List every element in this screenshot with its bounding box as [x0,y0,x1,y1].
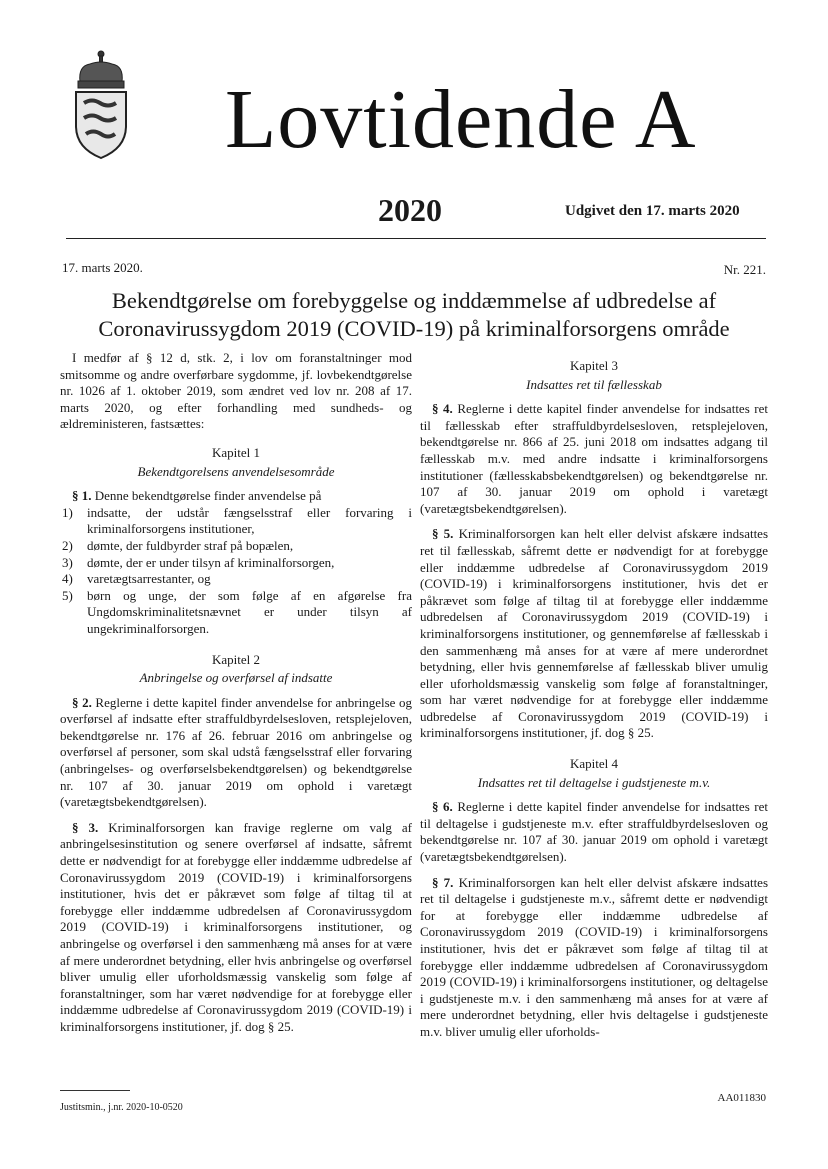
list-item: 5) børn og unge, der som følge af en afgørelse fra Ungdomskriminalitetsnævnet er under tilsyn af ungekriminalforsorgen. [62,587,412,636]
list-item: 1) indsatte, der udstår fængselsstraf eller forvaring i kriminalforsorgens institutioner, [62,504,412,537]
section-7: § 7. Kriminalforsorgen kan helt eller delvist afskære indsattes ret til deltagelse i gudstjeneste m.v., såfremt dette er nødvendigt for at forebygge eller inddæmme udbredelse af Coronavirussygdom 2019 (COVID-19) i kriminalforsorgens institutioner, hvis det er påkrævet som følge af tiltag til at forebygge eller inddæmme udbredelsen af Coronavirussygdom 2019 (COVID-19) i kriminalforsorgens institutioner, og deltagelse i gudstjeneste m.v. i den sammenhæng må anses for at være af mere underordnet betydning, eller hvis deltagelse i gudstjeneste m.v. bliver umulig eller uforholds- [420,874,769,1039]
preamble: I medfør af § 12 d, stk. 2, i lov om foranstaltninger mod smitsomme og andre overførbare sygdomme, jf. lovbekendtgørelse nr. 1026 af 1. oktober 2019, som ændret ved lov nr. 208 af 17. marts 2020, og efter forhandling med sundheds- og ældreministeren, fastsættes: [60,350,412,432]
header-divider [66,238,766,239]
section-1-list [60,505,412,638]
list-item: 4) varetægtsarrestanter, og [62,571,211,587]
section-label: § 1. [72,488,92,504]
chapter-heading: Kapitel 4 [569,756,618,772]
chapter-subtitle: Indsattes ret til deltagelse i gudstjeneste m.v. [477,774,711,790]
section-1 [60,488,412,505]
chapter-subtitle: Bekendtgorelsens anvendelsesområde [137,463,335,479]
document-title: Bekendtgørelse om forebyggelse og inddæmmelse af udbredelse af Coronavirussygdom 2019 (COVID-19) på kriminalforsorgens område [98,288,730,341]
publication-title: Lovtidende A [225,73,697,166]
left-column [60,350,412,1045]
section-4: § 4. Reglerne i dette kapitel finder anvendelse for indsattes ret til fællesskab efter straffuldbyrdelsesloven, retsplejeloven, bekendtgørelse nr. 866 af 25. juni 2018 om indsattes adgang til fællesskab m.v. med andre indsatte i kriminalforsorgens institutioner (fællesskabsbekendtgørelsen) og bekendtgørelse nr. 107 af 30. januar 2019 om ophold i varetægt (varetægtsbekendtgørelsen). [420,401,769,516]
coat-of-arms-icon [72,48,130,160]
document-code: AA011830 [717,1092,766,1104]
section-3: § 3. Kriminalforsorgen kan fravige reglerne om valg af anbringelsesinstitution og senere overførsel af indsatte, såfremt dette er nødvendigt for at forebygge eller inddæmme udbredelse af Coronavirussygdom 2019 (COVID-19) i kriminalforsorgens institutioner, hvis det er påkrævet som følge af tiltag til at forebygge eller inddæmme udbredelsen af Coronavirussygdom 2019 (COVID-19) i kriminalforsorgens institutioner, og anbringelse og overførsel i den sammenhæng må anses for at være af mere underordnet betydning, eller hvis anbringelse og overførsel bliver umulig eller uforholdsmæssig vanskelig som følge af foranstaltninger, som har været nødvendige for at forebygge eller inddæmme udbredelse af Coronavirussygdom 2019 (COVID-19) i kriminalforsorgens institutioner, jf. dog § 25. [60,819,412,1034]
published-date: Udgivet den 17. marts 2020 [565,203,740,219]
list-item: 2) dømte, der fuldbyrder straf på bopælen, [62,537,294,553]
section-5: § 5. Kriminalforsorgen kan helt eller delvist afskære indsattes ret til fællesskab, såfremt dette er nødvendigt for at forebygge eller inddæmme udbredelse af Coronavirussygdom 2019 (COVID-19) i kriminalforsorgens institutioner, hvis det er påkrævet som følge af tiltag til at forebygge eller inddæmme udbredelsen af Coronavirussygdom 2019 (COVID-19) i kriminalforsorgens institutioner, og gennemførelse af fællesskab i den sammenhæng må anses for at være af mere underordnet betydning, eller hvis gennemførelse af fællesskab bliver umulig eller uforholdsmæssig vanskelig som følge af foranstaltninger, som har været nødvendige for at forebygge eller inddæmme udbredelse af Coronavirussygdom 2019 (COVID-19) i kriminalforsorgens institutioner, jf. dog § 25. [420,526,769,741]
section-6: § 6. Reglerne i dette kapitel finder anvendelse for indsattes ret til deltagelse i gudstjeneste m.v. efter straffuldbyrdelsesloven og bekendtgørelse nr. 107 af 30. januar 2019 om ophold i varetægt (varetægtsbekendtgørelsen). [420,799,769,865]
section-text: Denne bekendtgørelse finder anvendelse på [94,488,322,504]
list-item: 3) dømte, der er under tilsyn af kriminalforsorgen, [62,554,335,570]
document-number: Nr. 221. [723,262,766,277]
right-column [420,350,768,1050]
document-date: 17. marts 2020. [62,260,143,275]
chapter-heading: Kapitel 2 [211,651,260,667]
journal-number: Justitsmin., j.nr. 2020-10-0520 [60,1102,183,1113]
chapter-heading: Kapitel 1 [211,444,260,460]
section-2: § 2. Reglerne i dette kapitel finder anvendelse for anbringelse og overførsel af indsatte efter straffuldbyrdelsesloven, retsplejeloven, bekendtgørelse nr. 176 af 26. februar 2016 om anbringelse og overførsel af personer, som skal udstå fængselsstraf eller forvaring (anbringelses- og overførselsbekendtgørelsen) og bekendtgørelse nr. 107 af 30. januar 2019 om ophold i varetægt (varetægtsbekendtgørelsen). [60,694,413,810]
chapter-subtitle: Anbringelse og overførsel af indsatte [139,670,333,686]
publication-year: 2020 [378,192,442,228]
chapter-subtitle: Indsattes ret til fællesskab [526,376,662,392]
chapter-heading: Kapitel 3 [569,358,618,373]
footnote-divider [60,1090,130,1091]
